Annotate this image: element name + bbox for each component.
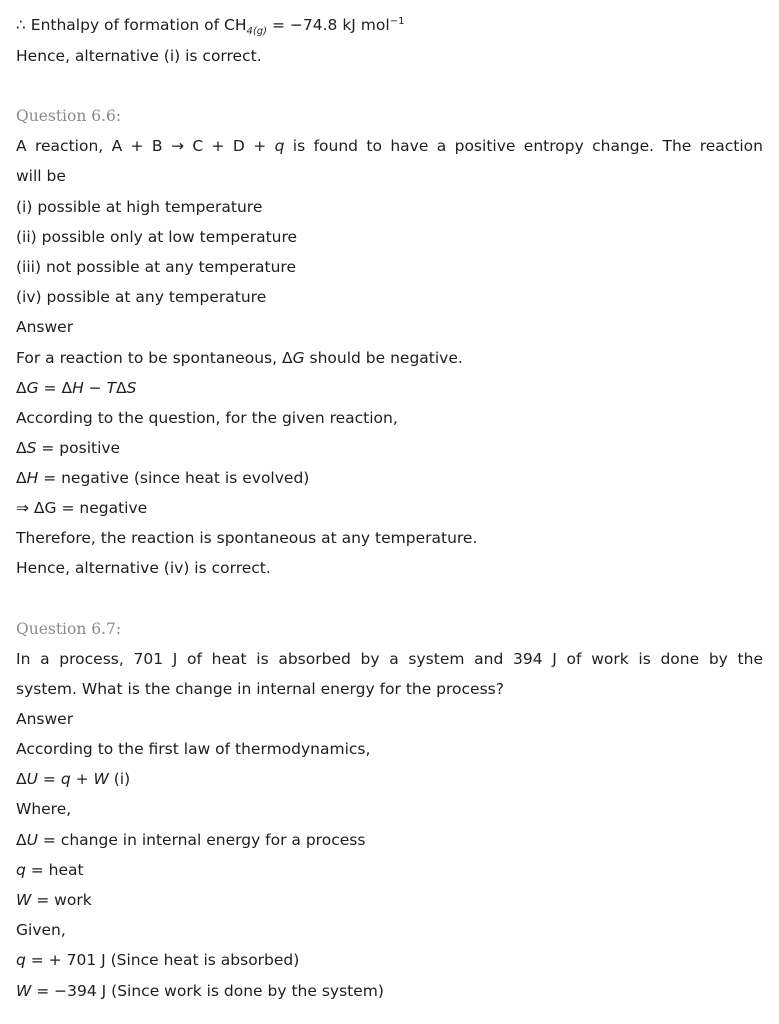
- entropy-line: ΔS = positive: [16, 439, 121, 457]
- enthalpy-line: ΔH = negative (since heat is evolved): [16, 469, 310, 487]
- answer-6-6-line3: According to the question, for the given reaction,: [16, 409, 398, 427]
- enthalpy-subscript: 4(g): [246, 26, 268, 37]
- definition-q: q = heat: [16, 861, 84, 879]
- option-ii: (ii) possible only at low temperature: [16, 228, 298, 246]
- answer-label-6-7: Answer: [16, 710, 74, 728]
- answer-label-6-6: Answer: [16, 318, 74, 336]
- question-6-6-stem-line2: will be: [16, 167, 66, 185]
- gibbs-negative-line: ⇒ ΔG = negative: [16, 499, 148, 517]
- gibbs-equation: ΔG = ΔH − TΔS: [16, 379, 137, 397]
- answer-6-6-line7: Therefore, the reaction is spontaneous at any temperature.: [16, 529, 478, 547]
- question-6-6-heading: Question 6.6:: [16, 107, 122, 125]
- conclusion-6-6: Hence, alternative (iv) is correct.: [16, 559, 271, 577]
- option-iv: (iv) possible at any temperature: [16, 288, 267, 306]
- given-q: q = + 701 J (Since heat is absorbed): [16, 951, 300, 969]
- definition-w: W = work: [16, 891, 92, 909]
- definition-delta-u: ΔU = change in internal energy for a process: [16, 831, 366, 849]
- option-iii: (iii) not possible at any temperature: [16, 258, 296, 276]
- answer-6-6-line1: For a reaction to be spontaneous, ΔG should be negative.: [16, 349, 463, 367]
- question-6-7-heading: Question 6.7:: [16, 620, 122, 638]
- answer-6-7-line1: According to the first law of thermodynamics,: [16, 740, 371, 758]
- option-i: (i) possible at high temperature: [16, 198, 263, 216]
- given-label: Given,: [16, 921, 66, 939]
- enthalpy-prefix: ∴ Enthalpy of formation of CH: [16, 16, 247, 34]
- where-label: Where,: [16, 800, 72, 818]
- conclusion-line-prev: Hence, alternative (i) is correct.: [16, 47, 262, 65]
- question-6-7-stem-line2: system. What is the change in internal energy for the process?: [16, 680, 504, 698]
- given-w: W = −394 J (Since work is done by the system): [16, 982, 384, 1000]
- enthalpy-value: = −74.8 kJ mol: [267, 16, 390, 34]
- question-6-7-stem-line1: In a process, 701 J of heat is absorbed by a system and 394 J of work is done by the: [16, 650, 763, 668]
- enthalpy-superscript: −1: [389, 16, 405, 27]
- first-law-equation: ΔU = q + W (i): [16, 770, 131, 788]
- enthalpy-result-line: [16, 14, 763, 36]
- question-6-6-stem-line1: A reaction, A + B → C + D + q is found to have a positive entropy change. The reaction: [16, 137, 763, 155]
